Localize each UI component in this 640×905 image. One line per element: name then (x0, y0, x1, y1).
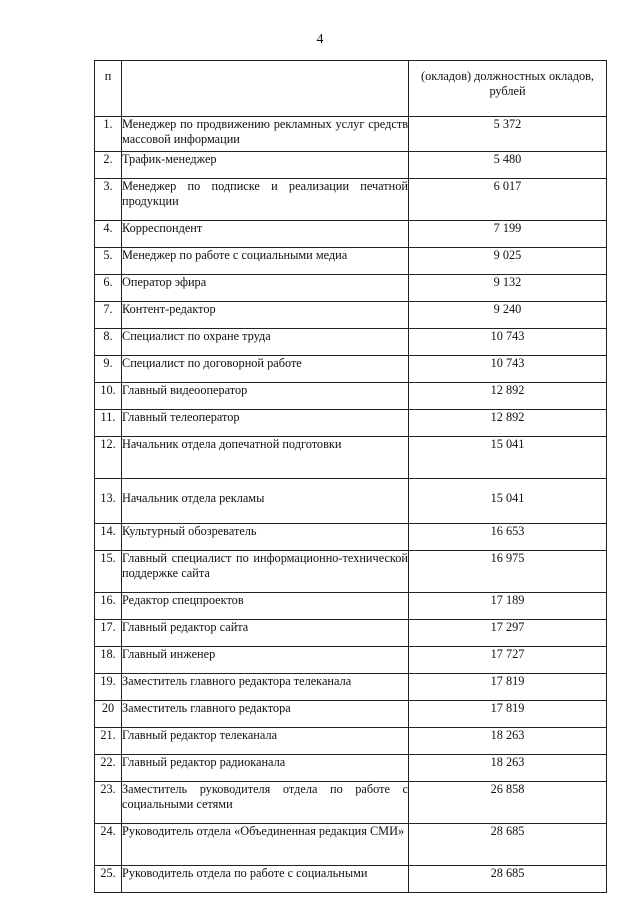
row-number: 20 (95, 701, 122, 728)
row-number: 7. (95, 302, 122, 329)
table-row (95, 728, 607, 755)
table-row (95, 179, 607, 221)
table-row (95, 647, 607, 674)
row-number: 19. (95, 674, 122, 701)
row-salary: 5 480 (409, 152, 607, 179)
row-position: Главный редактор сайта (122, 620, 409, 647)
row-salary: 18 263 (409, 755, 607, 782)
row-salary: 17 819 (409, 674, 607, 701)
row-salary: 15 041 (409, 479, 607, 524)
table-row (95, 383, 607, 410)
table-header-row (95, 61, 607, 117)
table-row (95, 275, 607, 302)
row-number: 6. (95, 275, 122, 302)
row-position: Оператор эфира (122, 275, 409, 302)
row-position: Трафик-менеджер (122, 152, 409, 179)
row-position: Контент-редактор (122, 302, 409, 329)
table-row (95, 117, 607, 152)
row-number: 5. (95, 248, 122, 275)
row-salary: 17 189 (409, 593, 607, 620)
table-row (95, 248, 607, 275)
row-position: Заместитель главного редактора (122, 701, 409, 728)
row-salary: 17 819 (409, 701, 607, 728)
table-row (95, 824, 607, 866)
row-salary: 5 372 (409, 117, 607, 152)
row-number: 2. (95, 152, 122, 179)
table-row (95, 524, 607, 551)
table-row (95, 755, 607, 782)
row-position: Главный инженер (122, 647, 409, 674)
row-number: 12. (95, 437, 122, 479)
table-row (95, 620, 607, 647)
table-row (95, 437, 607, 479)
row-position: Менеджер по подписке и реализации печатной продукции (122, 179, 409, 221)
row-number: 3. (95, 179, 122, 221)
row-position: Культурный обозреватель (122, 524, 409, 551)
row-position: Начальник отдела допечатной подготовки (122, 437, 409, 479)
row-position: Главный редактор радиоканала (122, 755, 409, 782)
row-position: Главный телеоператор (122, 410, 409, 437)
row-position: Редактор спецпроектов (122, 593, 409, 620)
row-salary: 28 685 (409, 866, 607, 893)
row-number: 9. (95, 356, 122, 383)
row-salary: 15 041 (409, 437, 607, 479)
row-number: 22. (95, 755, 122, 782)
row-number: 23. (95, 782, 122, 824)
table-row (95, 593, 607, 620)
row-number: 11. (95, 410, 122, 437)
table-row (95, 329, 607, 356)
table-row (95, 410, 607, 437)
row-salary: 12 892 (409, 410, 607, 437)
row-position: Заместитель главного редактора телеканала (122, 674, 409, 701)
table-row (95, 152, 607, 179)
row-position: Начальник отдела рекламы (122, 479, 409, 524)
row-salary: 16 653 (409, 524, 607, 551)
row-position: Специалист по договорной работе (122, 356, 409, 383)
row-number: 24. (95, 824, 122, 866)
row-salary: 7 199 (409, 221, 607, 248)
table-row (95, 356, 607, 383)
salary-table (94, 60, 607, 893)
row-salary: 16 975 (409, 551, 607, 593)
row-salary: 10 743 (409, 356, 607, 383)
row-position: Менеджер по работе с социальными медиа (122, 248, 409, 275)
row-position: Корреспондент (122, 221, 409, 248)
row-number: 21. (95, 728, 122, 755)
table-row (95, 782, 607, 824)
row-position: Главный видеооператор (122, 383, 409, 410)
table-row (95, 479, 607, 524)
table-row (95, 221, 607, 248)
row-number: 8. (95, 329, 122, 356)
row-position: Руководитель отдела по работе с социальными (122, 866, 409, 893)
header-position (122, 61, 409, 117)
table-row (95, 551, 607, 593)
row-salary: 18 263 (409, 728, 607, 755)
row-salary: 9 240 (409, 302, 607, 329)
header-salary: (окладов) должностных окладов, рублей (409, 61, 607, 117)
row-salary: 12 892 (409, 383, 607, 410)
table-row (95, 302, 607, 329)
row-salary: 17 297 (409, 620, 607, 647)
row-salary: 10 743 (409, 329, 607, 356)
row-salary: 9 132 (409, 275, 607, 302)
row-number: 18. (95, 647, 122, 674)
row-number: 10. (95, 383, 122, 410)
row-number: 13. (95, 479, 122, 524)
row-number: 17. (95, 620, 122, 647)
row-salary: 26 858 (409, 782, 607, 824)
row-position: Главный редактор телеканала (122, 728, 409, 755)
row-salary: 28 685 (409, 824, 607, 866)
row-number: 4. (95, 221, 122, 248)
row-number: 14. (95, 524, 122, 551)
header-number: п (95, 61, 122, 117)
row-salary: 9 025 (409, 248, 607, 275)
row-position: Специалист по охране труда (122, 329, 409, 356)
row-position: Менеджер по продвижению рекламных услуг средств массовой информации (122, 117, 409, 152)
row-number: 1. (95, 117, 122, 152)
row-number: 15. (95, 551, 122, 593)
row-position: Заместитель руководителя отдела по работе с социальными сетями (122, 782, 409, 824)
row-position: Руководитель отдела «Объединенная редакция СМИ» (122, 824, 409, 866)
row-salary: 6 017 (409, 179, 607, 221)
row-number: 25. (95, 866, 122, 893)
row-number: 16. (95, 593, 122, 620)
table-row (95, 701, 607, 728)
table-row (95, 674, 607, 701)
row-position: Главный специалист по информационно-технической поддержке сайта (122, 551, 409, 593)
page-number: 4 (316, 32, 324, 47)
table-row (95, 866, 607, 893)
row-salary: 17 727 (409, 647, 607, 674)
